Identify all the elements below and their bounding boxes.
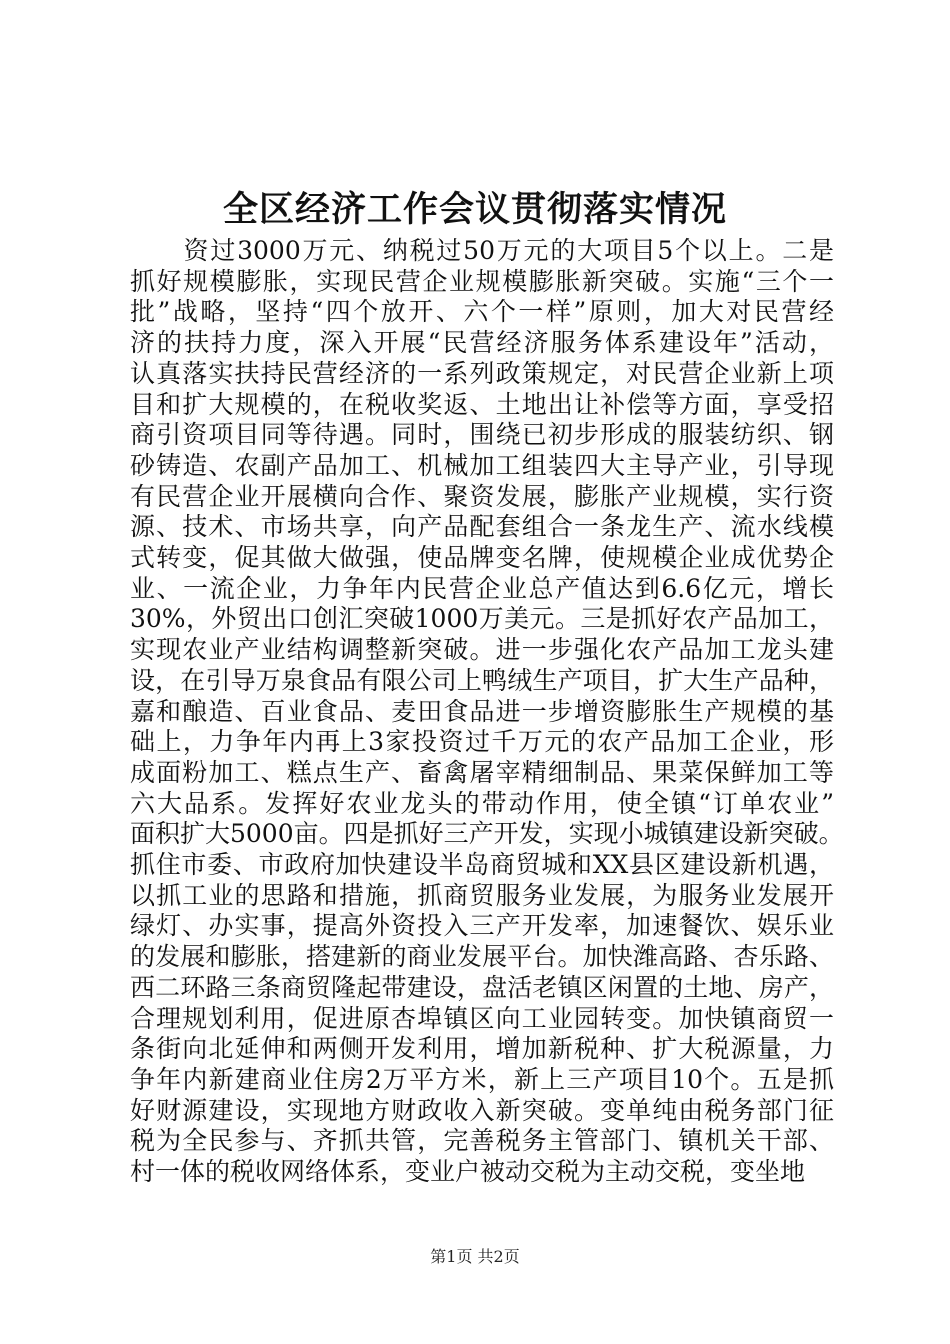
body-line: 税为全民参与、齐抓共管，完善税务主管部门、镇机关干部、 (130, 1126, 834, 1156)
body-line: 西二环路三条商贸隆起带建设，盘活老镇区闲置的土地、房产， (130, 972, 834, 1002)
body-line: 础上，力争年内再上3家投资过千万元的农产品加工企业，形 (130, 727, 834, 757)
document-title: 全区经济工作会议贯彻落实情况 (222, 189, 727, 230)
body-line: 面积扩大5000亩。四是抓好三产开发，实现小城镇建设新突破。 (130, 819, 844, 849)
body-line: 目和扩大规模的，在税收奖返、土地出让补偿等方面，享受招 (130, 389, 834, 419)
body-line: 的发展和膨胀，搭建新的商业发展平台。加快潍高路、杏乐路、 (130, 942, 834, 972)
body-line: 商引资项目同等待遇。同时，围绕已初步形成的服装纺织、钢 (130, 420, 834, 450)
body-line: 村一体的税收网络体系，变业户被动交税为主动交税，变坐地 (130, 1157, 806, 1187)
body-line: 六大品系。发挥好农业龙头的带动作用，使全镇“订单农业” (130, 788, 834, 818)
document-body (130, 236, 844, 1188)
body-line: 30%，外贸出口创汇突破1000万美元。三是抓好农产品加工， (130, 604, 834, 634)
body-line: 好财源建设，实现地方财政收入新突破。变单纯由税务部门征 (130, 1095, 834, 1125)
body-line: 业、一流企业，力争年内民营企业总产值达到6.6亿元，增长 (130, 573, 834, 603)
body-line: 批”战略，坚持“四个放开、六个一样”原则，加大对民营经 (130, 297, 834, 327)
body-line: 抓住市委、市政府加快建设半岛商贸城和XX县区建设新机遇， (130, 850, 834, 880)
body-line: 源、技术、市场共享，向产品配套组合一条龙生产、流水线模 (130, 512, 834, 542)
body-line: 抓好规模膨胀，实现民营企业规模膨胀新突破。实施“三个一 (130, 266, 834, 296)
body-line: 设，在引导万泉食品有限公司上鸭绒生产项目，扩大生产品种， (130, 665, 834, 695)
body-line: 资过3000万元、纳税过50万元的大项目5个以上。二是 (130, 236, 834, 265)
body-line: 济的扶持力度，深入开展“民营经济服务体系建设年”活动， (130, 328, 834, 358)
body-line: 嘉和酿造、百业食品、麦田食品进一步增资膨胀生产规模的基 (130, 696, 834, 726)
body-line: 合理规划利用，促进原杏埠镇区向工业园转变。加快镇商贸一 (130, 1003, 834, 1033)
body-line: 认真落实扶持民营经济的一系列政策规定，对民营企业新上项 (130, 358, 834, 388)
page-footer: 第1页 共2页 (430, 1247, 520, 1266)
body-line: 以抓工业的思路和措施，抓商贸服务业发展，为服务业发展开 (130, 880, 834, 910)
body-line: 有民营企业开展横向合作、聚资发展，膨胀产业规模，实行资 (130, 481, 834, 511)
body-line: 实现农业产业结构调整新突破。进一步强化农产品加工龙头建 (130, 635, 834, 665)
body-line: 式转变，促其做大做强，使品牌变名牌，使规模企业成优势企 (130, 543, 834, 573)
body-line: 成面粉加工、糕点生产、畜禽屠宰精细制品、果菜保鲜加工等 (130, 757, 834, 787)
body-line: 争年内新建商业住房2万平方米，新上三产项目10个。五是抓 (130, 1064, 834, 1094)
body-line: 条街向北延伸和两侧开发利用，增加新税种、扩大税源量，力 (130, 1034, 834, 1064)
body-line: 绿灯、办实事，提高外资投入三产开发率，加速餐饮、娱乐业 (130, 911, 834, 941)
body-line: 砂铸造、农副产品加工、机械加工组装四大主导产业，引导现 (130, 450, 834, 480)
